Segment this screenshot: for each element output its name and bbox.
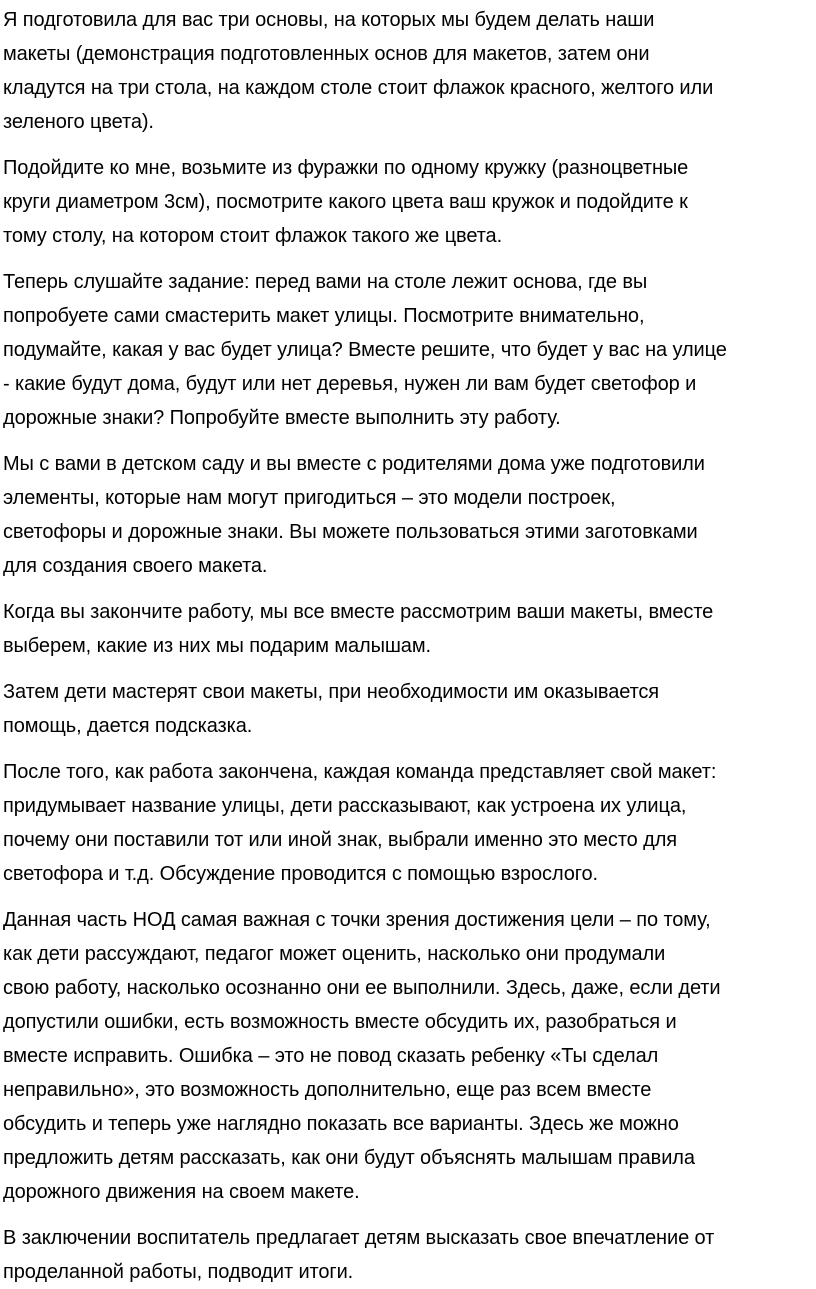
paragraph-8: Данная часть НОД самая важная с точки зрения достижения цели – по тому, как дети рассуждают, педагог может оценить, насколько они продумали свою работу, насколько осознанно они ее выполнили. Здесь, даже, если дети допустили ошибки, есть возможность вместе обсудить их, разобраться и вместе исправить. Ошибка – это не повод сказать ребенку «Ты сделал неправильно», это возможность дополнительно, еще раз всем вместе обсудить и теперь уже наглядно показать все варианты. Здесь же можно предложить детям рассказать, как они будут объяснять малышам правила дорожного движения на своем макете. [3,909,721,1203]
paragraph-3: Теперь слушайте задание: перед вами на столе лежит основа, где вы попробуете сами смастерить макет улицы. Посмотрите внимательно, подумайте, какая у вас будет улица? Вместе решите, что будет у вас на улице - какие будут дома, будут или нет деревья, нужен ли вам будет светофор и дорожные знаки? Попробуйте вместе выполнить эту работу. [3,271,727,429]
paragraph-2: Подойдите ко мне, возьмите из фуражки по одному кружку (разноцветные круги диаметром 3см), посмотрите какого цвета ваш кружок и подойдите к тому столу, на котором стоит флажок такого же цвета. [3,157,689,247]
paragraph-6: Затем дети мастерят свои макеты, при необходимости им оказывается помощь, дается подсказка. [3,681,660,737]
paragraph-9: В заключении воспитатель предлагает детям высказать свое впечатление от проделанной работы, подводит итоги. [3,1227,715,1283]
paragraph-7: После того, как работа закончена, каждая команда представляет свой макет: придумывает название улицы, дети рассказывают, как устроена их улица, почему они поставили тот или иной знак, выбрали именно это место для светофора и т.д. Обсуждение проводится с помощью взрослого. [3,761,717,885]
paragraph-5: Когда вы закончите работу, мы все вместе рассмотрим ваши макеты, вместе выберем, какие из них мы подарим малышам. [3,601,714,657]
paragraph-4: Мы с вами в детском саду и вы вместе с родителями дома уже подготовили элементы, которые нам могут пригодиться – это модели построек, светофоры и дорожные знаки. Вы можете пользоваться этими заготовками для создания своего макета. [3,453,705,577]
paragraph-1: Я подготовила для вас три основы, на которых мы будем делать наши макеты (демонстрация подготовленных основ для макетов, затем они кладутся на три стола, на каждом столе стоит флажок красного, желтого или зеленого цвета). [3,9,714,133]
